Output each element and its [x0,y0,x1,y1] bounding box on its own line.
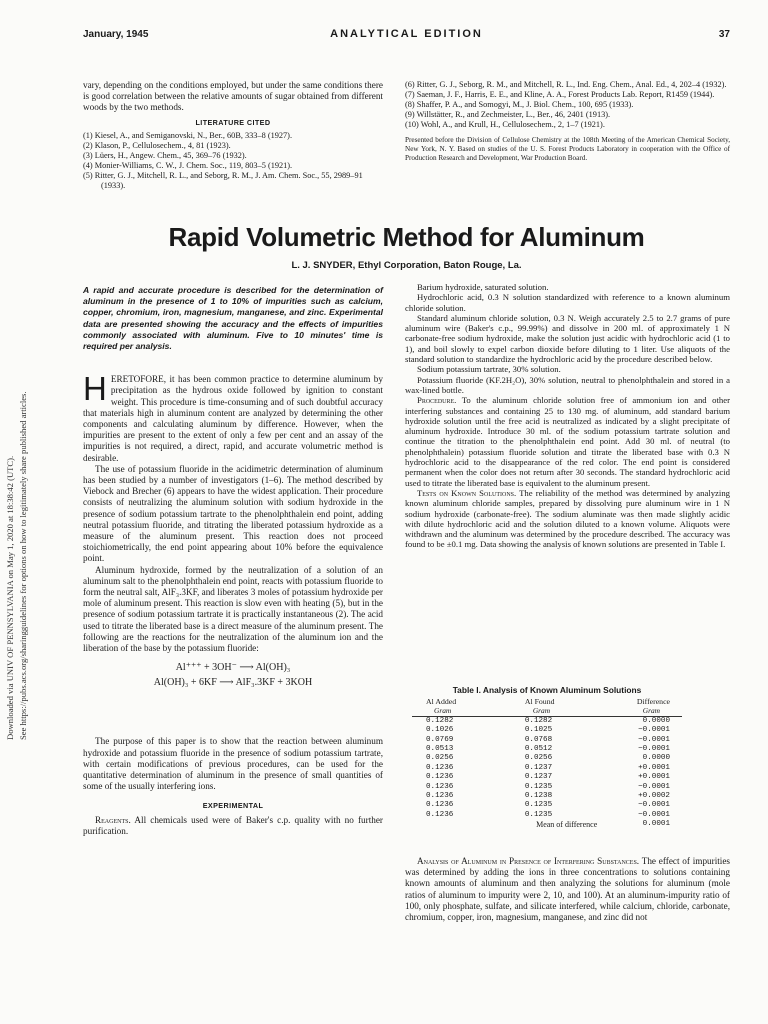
column-header: Al Found [524,697,555,706]
table-row: 0.1282 0.1282 0.0000 [426,716,670,725]
reference-item: (10) Wohl, A., and Krull, H., Cellulosechem., 2, 1–7 (1921). [405,120,605,129]
table-mean-row [412,820,682,829]
reference-item: (1) Kiesel, A., and Semiganovski, N., Ber., 60B, 333–8 (1927). [83,130,293,140]
table-caption: Table I. Analysis of Known Aluminum Solutions [452,685,642,695]
table-body [412,716,682,829]
reference-item: (4) Monier-Williams, C. W., J. Chem. Soc., 119, 803–5 (1921). [83,160,293,170]
issue-date: January, 1945 [83,29,149,40]
article-right-column [405,282,730,550]
prev-article-paragraph: vary, depending on the conditions employed, but under the same conditions there is good correlation between the relative amounts of sugar obtained from different woods by the two methods. [83,80,383,113]
intro-paragraph-1: HERETOFORE, it has been common practice to determine aluminum by precipitation as the hydrous oxide followed by ignition to constant weight. This procedure is time-consuming and of such doubtful accuracy that materials high in aluminum content are analyzed by determining the other components and calculating aluminum by difference. However, when the impurities are present to the extent of only a few per cent and an assay of the impurities is not required, a direct, rapid, and accurate volumetric method is desirable. [83,370,383,463]
intro-paragraph-4: The purpose of this paper is to show that the reaction between aluminum hydroxide and potassium fluoride in the presence of sodium potassium tartrate, with certain modifications of previous procedures, can be used for the quantitative determination of aluminum in the presence of small quantities of some of the usually interfering ions. [83,736,383,792]
intro-paragraph-3: Aluminum hydroxide, formed by the neutralization of a solution of an aluminum salt to the phenolphthalein end point, reacts with potassium fluoride to form the neutral salt, AlF₃.3KF, and liberates 3 moles of potassium hydroxide per mole of aluminum present. This reaction is slow even with heating (5), but in the presence of sodium potassium tartrate it is practically instantaneous (2). The acid used to titrate the liberated base is a direct measure of the aluminum present. The following are the reactions for the neutralization of the aluminum ion and the liberation of the base by the potassium fluoride: [83,564,383,654]
column-unit: Gram [434,706,452,716]
article-author: L. J. SNYDER, Ethyl Corporation, Baton Rouge, La. [291,260,522,271]
reagent-item: Standard aluminum chloride solution, 0.3 N. Weigh accurately 2.5 to 2.7 grams of pure aluminum wire (Baker's c.p., 99.99%) and dissolve in 200 ml. of approximately 1 N carbonate-free sodium hydroxide, make the solution just acidic with hydrochloric acid (1 to 1), and boil slowly to expel carbon dioxide before diluting to 1 liter. Use aliquots of the standard solution to standardize the hydrochloric acid by the procedure described below. [405,312,730,365]
table-row: 0.1236 0.1235 −0.0001 [426,801,670,810]
table-row: 0.0513 0.0512 −0.0001 [426,745,670,754]
interfering-substances-paragraph: Analysis of Aluminum in Presence of Interfering Substances. The effect of impurities was determined by adding the ions in three concentrations to solutions containing known amounts of aluminum and then analyzing the solutions for aluminum (mole ratios of aluminum to impurity were 2, 10, and 100). At an aluminum-impurity ratio of 100, only phosphate, sulfate, and silicate interfered, while calcium, chloride, carbonate, chromium, copper, iron, magnesium, manganese, and zinc did not [405,856,730,923]
table-row: 0.0769 0.0768 −0.0001 [426,735,670,744]
column-unit: Gram [532,706,551,716]
equation-2: Al(OH)₃ + 6KF ⟶ AlF₃.3KF + 3KOH [153,677,313,689]
drop-cap: H [83,370,107,408]
mean-label: Mean of difference [536,820,598,830]
reference-item: (5) Ritter, G. J., Mitchell, R. L., and Seborg, R. M., J. Am. Chem. Soc., 55, 2989–91 (1933). [83,170,363,190]
journal-name: ANALYTICAL EDITION [330,28,483,40]
article-title: Rapid Volumetric Method for Aluminum [168,222,645,252]
equation-1: Al⁺⁺⁺ + 3OH⁻ ⟶ Al(OH)₃ [175,662,291,674]
experimental-heading: EXPERIMENTAL [202,801,264,811]
column-unit: Gram [642,706,660,716]
presented-note: Presented before the Division of Cellulose Chemistry at the 108th Meeting of the American Chemical Society, New York, N. Y. Based on studies of the U. S. Forest Products Laboratory in cooperation with the Office of Production Research and Development, War Production Board. [405,136,730,163]
column-header: Difference [636,697,670,706]
prev-article-right-column [405,80,730,164]
table-row: 0.1026 0.1025 −0.0001 [426,726,670,735]
interfering-substances-section [405,856,730,923]
reference-list-right [405,80,730,130]
download-notice-line1: Downloaded via UNIV OF PENNSYLVANIA on May 1, 2020 at 18:38:42 (UTC). [5,455,15,740]
reagent-item: Potassium fluoride (KF.2H₂O), 30% solution, neutral to phenolphthalein and stored in a wax-lined bottle. [405,374,730,395]
column-header: Al Added [426,697,457,706]
reaction-equations [83,660,383,690]
download-notice [2,300,36,740]
abstract: A rapid and accurate procedure is described for the determination of aluminum in the presence of 1 to 10% of impurities such as calcium, copper, chromium, iron, magnesium, manganese, and zinc. Experimental data are presented showing the accuracy and the effects of impurities commonly associated with aluminum. Five to 10 minutes' time is required per analysis. [83,285,383,352]
reference-item: (2) Klason, P., Cellulosechem., 4, 81 (1923). [83,140,231,150]
reagent-item: Hydrochloric acid, 0.3 N solution standardized with reference to a known aluminum chloride solution. [405,292,730,313]
reagent-item: Barium hydroxide, saturated solution. [417,282,549,292]
table-row: 0.1236 0.1237 +0.0001 [426,763,670,772]
table-row: 0.1236 0.1237 +0.0001 [426,773,670,782]
article-left-column [83,285,383,837]
tests-paragraph: Tests on Known Solutions. The reliability of the method was determined by analyzing known aluminum chloride samples, prepared by dissolving pure aluminum wire in 1 N sodium hydroxide (carbonate-free). The sodium aluminate was then made slightly acidic with dilute hydrochloric acid and the solution diluted to a known volume. Aliquots were withdrawn and the aluminum was determined by the procedure described. The accuracy was found to be ±0.1 mg. Data showing the analysis of known solutions are presented in Table I. [405,487,731,550]
reference-item: (6) Ritter, G. J., Seborg, R. M., and Mitchell, R. L., Ind. Eng. Chem., Anal. Ed., 4, 202–4 (1932). [405,80,727,89]
table-row: 0.1236 0.1238 +0.0002 [426,792,670,801]
intro-paragraph-2: The use of potassium fluoride in the acidimetric determination of aluminum has been studied by a number of investigators (1–6). The method described by Viebock and Brecher (6) appears to have the widest application. Their procedure consists of neutralizing the aluminum solution with sodium hydroxide in the presence of sodium potassium tartrate to the phenolphthalein end point, adding neutral potassium fluoride, and titrating the liberated potassium hydroxide as a measure of the aluminum present. This reaction does not proceed stoichiometrically, the end point appearing about 10% before the equivalence point. [83,463,383,564]
prev-article-left-column [83,80,383,191]
mean-value: 0.0001 [642,820,670,829]
reference-item: (7) Saeman, J. F., Harris, E. E., and Kline, A. A., Forest Products Lab. Report, R1459 (1944). [405,90,715,99]
reagent-item: Sodium potassium tartrate, 30% solution. [417,364,561,375]
reference-list-left [83,131,383,191]
table-row: 0.1236 0.1235 −0.0001 [426,782,670,791]
reference-item: (9) Willstätter, R., and Zechmeister, L., Ber., 46, 2401 (1913). [405,110,611,119]
reference-item: (3) Lüers, H., Angew. Chem., 45, 369–76 (1932). [83,150,247,160]
literature-cited-heading: LITERATURE CITED [195,117,271,127]
table-row: 0.1236 0.1235 −0.0001 [426,810,670,819]
running-header [83,29,730,43]
known-solutions-table [412,697,682,830]
table-1 [412,685,682,830]
download-notice-line2: See https://pubs.acs.org/sharingguidelines for options on how to legitimately share published articles. [18,391,28,740]
procedure-paragraph: Procedure. To the aluminum chloride solution free of ammonium ion and other interfering substances and containing 25 to 130 mg. of aluminum, add standard barium hydroxide solution until the free acid is neutralized as indicated by a slight precipitate of aluminum hydroxide. Introduce 30 ml. of the sodium potassium tartrate solution and continue the titration to the phenolphthalein end point. Add 30 ml. of neutral (to phenolphthalein) potassium fluoride solution and titrate the liberated base with 0.3 N hydrochloric acid to the disappearance of the red color. The end point is considered permanent when the color does not return after 30 seconds. The standard hydrochloric acid used to titrate the liberated base is equivalent to the aluminum present. [405,395,730,488]
reference-item: (8) Shaffer, P. A., and Somogyi, M., J. Biol. Chem., 100, 695 (1933). [405,100,634,109]
page-number: 37 [718,29,730,40]
reagents-paragraph: Reagents. All chemicals used were of Baker's c.p. quality with no further purification. [83,814,383,836]
table-row: 0.0256 0.0256 0.0000 [426,754,670,763]
